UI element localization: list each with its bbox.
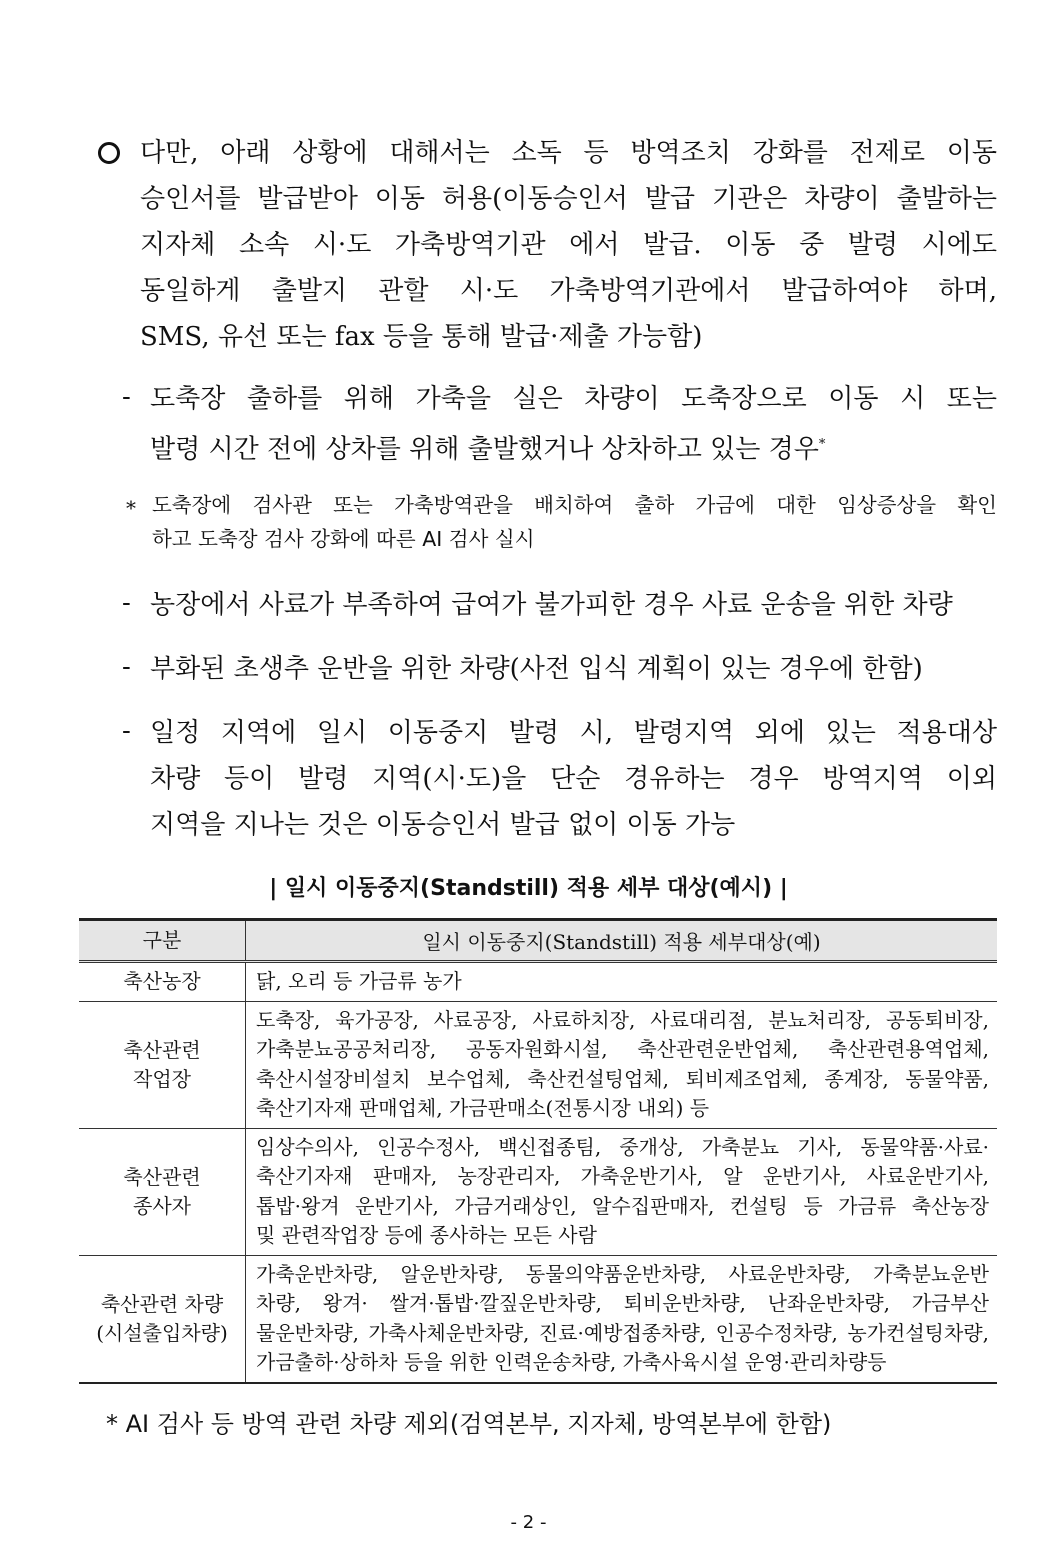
main-paragraph — [140, 130, 997, 360]
header-category: 구분 — [79, 920, 246, 962]
note-line: 도축장에 검사관 또는 가축방역관을 배치하여 출하 가금에 대한 임상증상을 확인 — [152, 493, 997, 517]
table-row — [79, 1001, 997, 1128]
paragraph-line: 지자체 소속 시·도 가축방역기관 에서 발급. 이동 중 발령 시에도 — [140, 230, 997, 260]
row-targets: 가축운반차량, 알운반차량, 동물의약품운반차량, 사료운반차량, 가축분뇨운반 차량, 왕겨· 쌀겨·톱밥·깔짚운반차량, 퇴비운반차량, 난좌운반차량, 가금부산 물운반차량, 가축사체운반차량, 진료·예방접종차량, 인공수정차량, 농가컨설팅차량, 가금출하·상하차 등을 위한 인력운송차량, 가축사육시설 운영·관리차량등 — [246, 1255, 998, 1383]
item-line: 차량 등이 발령 지역(시·도)을 단순 경유하는 경우 방역지역 이외 — [150, 764, 997, 794]
item-line: 농장에서 사료가 부족하여 급여가 불가피한 경우 사료 운송을 위한 차량 — [150, 590, 953, 620]
dash-bullet: - — [122, 382, 131, 412]
row-category: 축산농장 — [79, 962, 246, 1002]
item-chick-vehicle — [150, 646, 997, 692]
header-targets: 일시 이동중지(Standstill) 적용 세부대상(예) — [246, 920, 998, 962]
item-slaughterhouse — [150, 376, 997, 473]
table-row — [79, 1255, 997, 1383]
paragraph-line: 다만, 아래 상황에 대해서는 소독 등 방역조치 강화를 전제로 이동 — [140, 138, 997, 168]
inspection-note — [152, 488, 997, 556]
row-targets: 도축장, 육가공장, 사료공장, 사료하치장, 사료대리점, 분뇨처리장, 공동퇴비장, 가축분뇨공공처리장, 공동자원화시설, 축산관련운반업체, 축산관련용역업체, 축산시설장비설치 보수업체, 축산컨설팅업체, 퇴비제조업체, 종계장, 동물약품, 축산기자재 판매업체, 가금판매소(전통시장 내외) 등 — [246, 1001, 998, 1128]
row-category: 축산관련 작업장 — [79, 1001, 246, 1128]
item-line: 도축장 출하를 위해 가축을 실은 차량이 도축장으로 이동 시 또는 — [150, 384, 997, 414]
circle-bullet-icon — [98, 142, 120, 164]
dash-bullet: - — [122, 652, 131, 682]
table-row — [79, 962, 997, 1002]
paragraph-line: 동일하게 출발지 관할 시·도 가축방역기관에서 발급하여야 하며, — [140, 276, 997, 306]
note-star: * — [126, 496, 136, 520]
page-number: - 2 - — [510, 1512, 547, 1533]
paragraph-line: SMS, 유선 또는 fax 등을 통해 발급·제출 가능함) — [140, 322, 703, 352]
item-line: 발령 시간 전에 상차를 위해 출발했거나 상차하고 있는 경우* — [150, 434, 826, 465]
table-header-row — [79, 920, 997, 962]
item-line: 지역을 지나는 것은 이동승인서 발급 없이 이동 가능 — [150, 810, 736, 840]
footnote-marker: * — [818, 437, 826, 452]
row-category: 축산관련 차량 (시설출입차량) — [79, 1255, 246, 1383]
row-targets: 임상수의사, 인공수정사, 백신접종팀, 중개상, 가축분뇨 기사, 동물약품·사료· 축산기자재 판매자, 농장관리자, 가축운반기사, 알 운반기사, 사료운반기사, 톱밥·왕겨 운반기사, 가금거래상인, 알수집판매자, 컨설팅 등 가금류 축산농장 및 관련작업장 등에 종사하는 모든 사람 — [246, 1128, 998, 1255]
item-line: 일정 지역에 일시 이동중지 발령 시, 발령지역 외에 있는 적용대상 — [150, 718, 997, 748]
row-targets: 닭, 오리 등 가금류 농가 — [246, 962, 998, 1002]
table-footnote: * AI 검사 등 방역 관련 차량 제외(검역본부, 지자체, 방역본부에 한함) — [106, 1410, 832, 1438]
table-caption: | 일시 이동중지(Standstill) 적용 세부 대상(예시) | — [269, 876, 788, 901]
dash-bullet: - — [122, 716, 131, 746]
table-row — [79, 1128, 997, 1255]
item-feed-vehicle — [150, 582, 997, 628]
row-category: 축산관련 종사자 — [79, 1128, 246, 1255]
note-line: 하고 도축장 검사 강화에 따른 AI 검사 실시 — [152, 527, 535, 551]
paragraph-line: 승인서를 발급받아 이동 허용(이동승인서 발급 기관은 차량이 출발하는 — [140, 184, 997, 214]
standstill-target-table — [79, 918, 997, 1384]
item-line: 부화된 초생추 운반을 위한 차량(사전 입식 계획이 있는 경우에 한함) — [150, 654, 923, 684]
dash-bullet: - — [122, 588, 131, 618]
item-transit — [150, 710, 997, 848]
